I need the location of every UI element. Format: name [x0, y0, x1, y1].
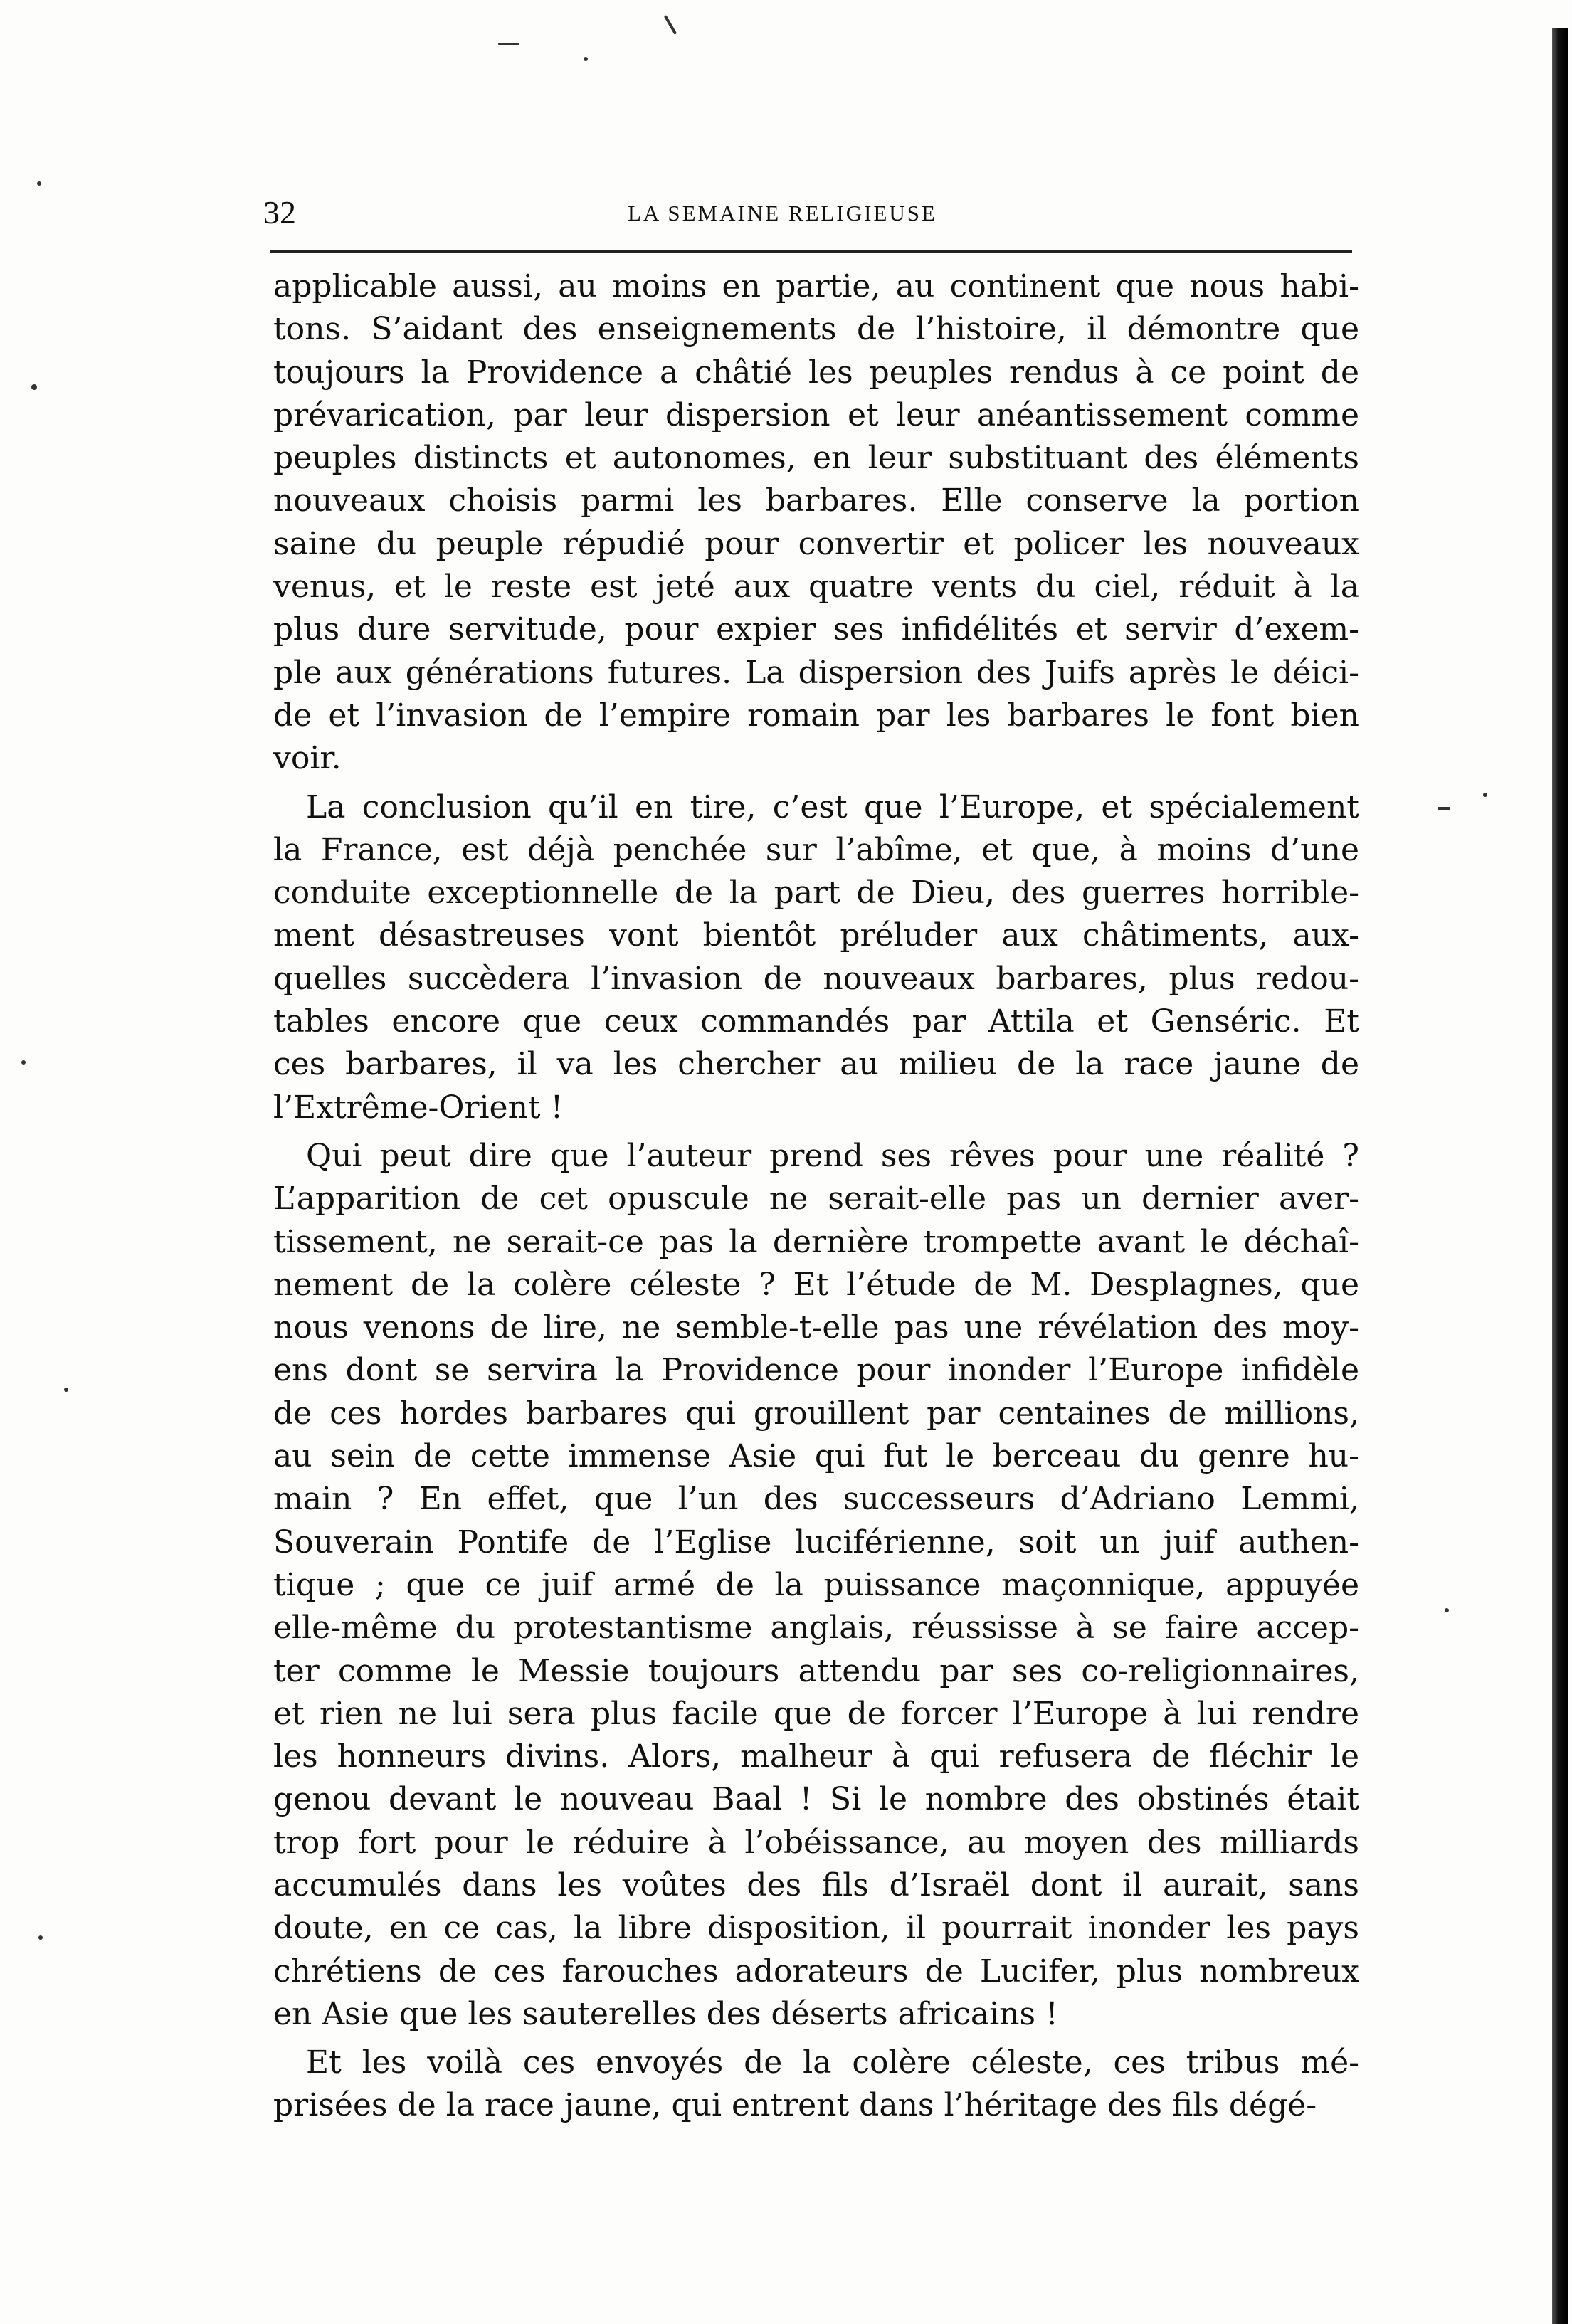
- text-line: les honneurs divins. Alors, malheur à qui refusera de fléchir le: [273, 1738, 1359, 1775]
- text-line: accumulés dans les voûtes des fils d’Israël dont il aurait, sans: [273, 1866, 1359, 1903]
- paragraph-gap: [273, 2036, 1359, 2042]
- scan-speck: [664, 15, 677, 35]
- text-line: venus, et le reste est jeté aux quatre vents du ciel, réduit à la: [273, 569, 1359, 606]
- text-line: toujours la Providence a châtié les peuples rendus à ce point de: [273, 354, 1359, 391]
- running-title: LA SEMAINE RELIGIEUSE: [628, 201, 937, 226]
- text-line: ple aux générations futures. La dispersion des Juifs après le déici-: [273, 654, 1359, 691]
- text-line: elle-même du protestantisme anglais, réussisse à se faire accep-: [273, 1610, 1359, 1647]
- text-line: nouveaux choisis parmi les barbares. Elle conserve la portion: [273, 482, 1359, 519]
- scan-speck: [1438, 807, 1450, 810]
- text-line: tissement, ne serait-ce pas la dernière trompette avant le déchaî-: [273, 1223, 1359, 1260]
- paragraph-gap: [273, 781, 1359, 786]
- text-line: peuples distincts et autonomes, en leur substituant des éléments: [273, 440, 1359, 477]
- text-line: saine du peuple répudié pour convertir et policer les nouveaux: [273, 525, 1359, 562]
- scan-speck: [64, 1388, 68, 1392]
- text-line: Qui peut dire que l’auteur prend ses rêves pour une réalité ?: [306, 1137, 1359, 1174]
- scan-speck: [1483, 793, 1487, 797]
- text-line: plus dure servitude, pour expier ses infidélités et servir d’exem-: [273, 611, 1359, 648]
- text-line: doute, en ce cas, la libre disposition, il pourrait inonder les pays: [273, 1910, 1359, 1947]
- text-line: nous venons de lire, ne semble-t-elle pas une révélation des moy-: [273, 1309, 1359, 1346]
- text-line: en Asie que les sauterelles des déserts africains !: [273, 1995, 1058, 2032]
- text-line: quelles succèdera l’invasion de nouveaux barbares, plus redou-: [273, 960, 1359, 997]
- text-line: Et les voilà ces envoyés de la colère céleste, ces tribus mé-: [306, 2044, 1359, 2081]
- text-line: prévarication, par leur dispersion et leur anéantissement comme: [273, 396, 1359, 433]
- page-number: 32: [263, 194, 296, 231]
- text-line: au sein de cette immense Asie qui fut le berceau du genre hu-: [273, 1438, 1359, 1475]
- text-line: ens dont se servira la Providence pour inonder l’Europe infidèle: [273, 1352, 1359, 1389]
- text-line: tique ; que ce juif armé de la puissance maçonnique, appuyée: [273, 1566, 1359, 1603]
- text-line: chrétiens de ces farouches adorateurs de Lucifer, plus nombreux: [273, 1953, 1359, 1990]
- text-line: la France, est déjà penchée sur l’abîme, et que, à moins d’une: [273, 831, 1359, 868]
- text-line: nement de la colère céleste ? Et l’étude de M. Desplagnes, que: [273, 1266, 1359, 1303]
- scan-speck: [498, 43, 519, 45]
- text-line: ment désastreuses vont bientôt préluder aux châtiments, aux-: [273, 917, 1359, 954]
- body-text: [273, 265, 1359, 2128]
- text-line: prisées de la race jaune, qui entrent dans l’héritage des fils dégé-: [273, 2087, 1317, 2124]
- text-line: tons. S’aidant des enseignements de l’histoire, il démontre que: [273, 311, 1359, 348]
- scan-speck: [31, 384, 37, 390]
- text-line: trop fort pour le réduire à l’obéissance, au moyen des milliards: [273, 1824, 1359, 1861]
- scan-speck: [584, 57, 588, 61]
- text-line: tables encore que ceux commandés par Attila et Genséric. Et: [273, 1003, 1359, 1040]
- text-line: Souverain Pontife de l’Eglise luciférienne, soit un juif authen-: [273, 1523, 1359, 1560]
- text-line: voir.: [273, 740, 342, 777]
- page-header: [263, 194, 1352, 236]
- text-line: de et l’invasion de l’empire romain par les barbares le font bien: [273, 697, 1359, 734]
- scan-speck: [38, 1935, 43, 1940]
- header-rule: [270, 250, 1352, 253]
- text-line: L’apparition de cet opuscule ne serait-elle pas un dernier aver-: [273, 1181, 1359, 1218]
- scan-speck: [1445, 1608, 1449, 1612]
- page-edge-shadow: [1552, 28, 1568, 2324]
- text-line: main ? En effet, que l’un des successeurs d’Adriano Lemmi,: [273, 1481, 1359, 1518]
- scan-speck: [21, 1060, 26, 1065]
- text-line: La conclusion qu’il en tire, c’est que l’Europe, et spécialement: [306, 788, 1359, 825]
- text-line: genou devant le nouveau Baal ! Si le nombre des obstinés était: [273, 1781, 1359, 1818]
- text-line: applicable aussi, au moins en partie, au continent que nous habi-: [273, 268, 1359, 305]
- text-line: conduite exceptionnelle de la part de Dieu, des guerres horrible-: [273, 875, 1359, 912]
- paragraph-gap: [273, 1129, 1359, 1135]
- text-line: l’Extrême-Orient !: [273, 1089, 564, 1126]
- text-line: ter comme le Messie toujours attendu par ses co-religionnaires,: [273, 1652, 1359, 1689]
- text-line: ces barbares, il va les chercher au milieu de la race jaune de: [273, 1046, 1359, 1083]
- text-line: et rien ne lui sera plus facile que de forcer l’Europe à lui rendre: [273, 1695, 1359, 1732]
- scan-speck: [37, 181, 41, 186]
- text-line: de ces hordes barbares qui grouillent par centaines de millions,: [273, 1395, 1359, 1432]
